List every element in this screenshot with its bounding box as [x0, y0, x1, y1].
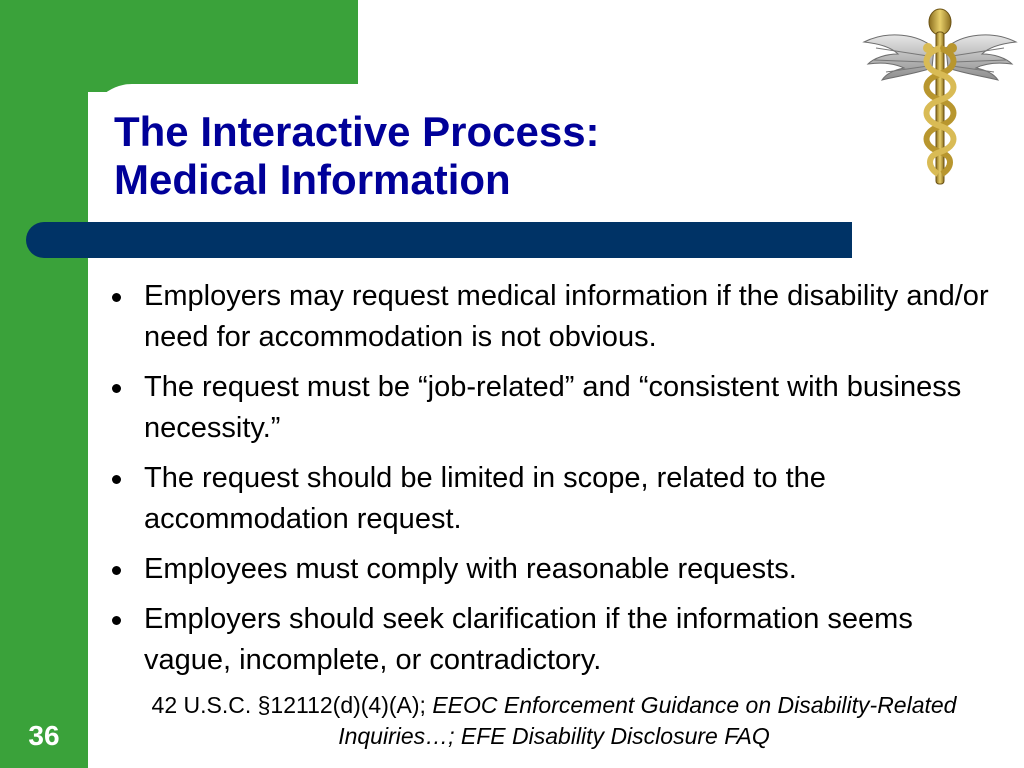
caduceus-icon [862, 4, 1018, 188]
bullet-item [104, 367, 1004, 449]
bullet-item [104, 276, 1004, 358]
bullet-text: Employers should seek clarification if the information seems vague, incomplete, or contradictory. [144, 603, 913, 676]
bullet-dot-icon [112, 475, 121, 484]
citation-sources: EEOC Enforcement Guidance on Disability-Related Inquiries…; EFE Disability Disclosure FAQ [338, 692, 957, 749]
bullet-text: Employers may request medical information if the disability and/or need for accommodation is not obvious. [144, 280, 989, 353]
title-line-2: Medical Information [114, 156, 511, 203]
slide-title [114, 108, 600, 204]
title-line-1: The Interactive Process: [114, 108, 600, 155]
bullet-item [104, 599, 1004, 681]
bullet-text: The request must be “job-related” and “consistent with business necessity.” [144, 371, 962, 444]
title-divider-bar [26, 222, 852, 258]
citation [96, 690, 1012, 752]
bullet-item [104, 458, 1004, 540]
bullet-item [104, 549, 1004, 590]
bullet-dot-icon [112, 293, 121, 302]
bullet-dot-icon [112, 616, 121, 625]
bullet-text: The request should be limited in scope, related to the accommodation request. [144, 462, 826, 535]
green-frame-left [0, 0, 88, 768]
slide-number: 36 [28, 720, 60, 751]
bullet-list [104, 276, 1004, 690]
citation-statute: 42 U.S.C. §12112(d)(4)(A); [151, 692, 433, 718]
bullet-dot-icon [112, 384, 121, 393]
bullet-dot-icon [112, 566, 121, 575]
bullet-text: Employees must comply with reasonable requests. [144, 553, 797, 585]
